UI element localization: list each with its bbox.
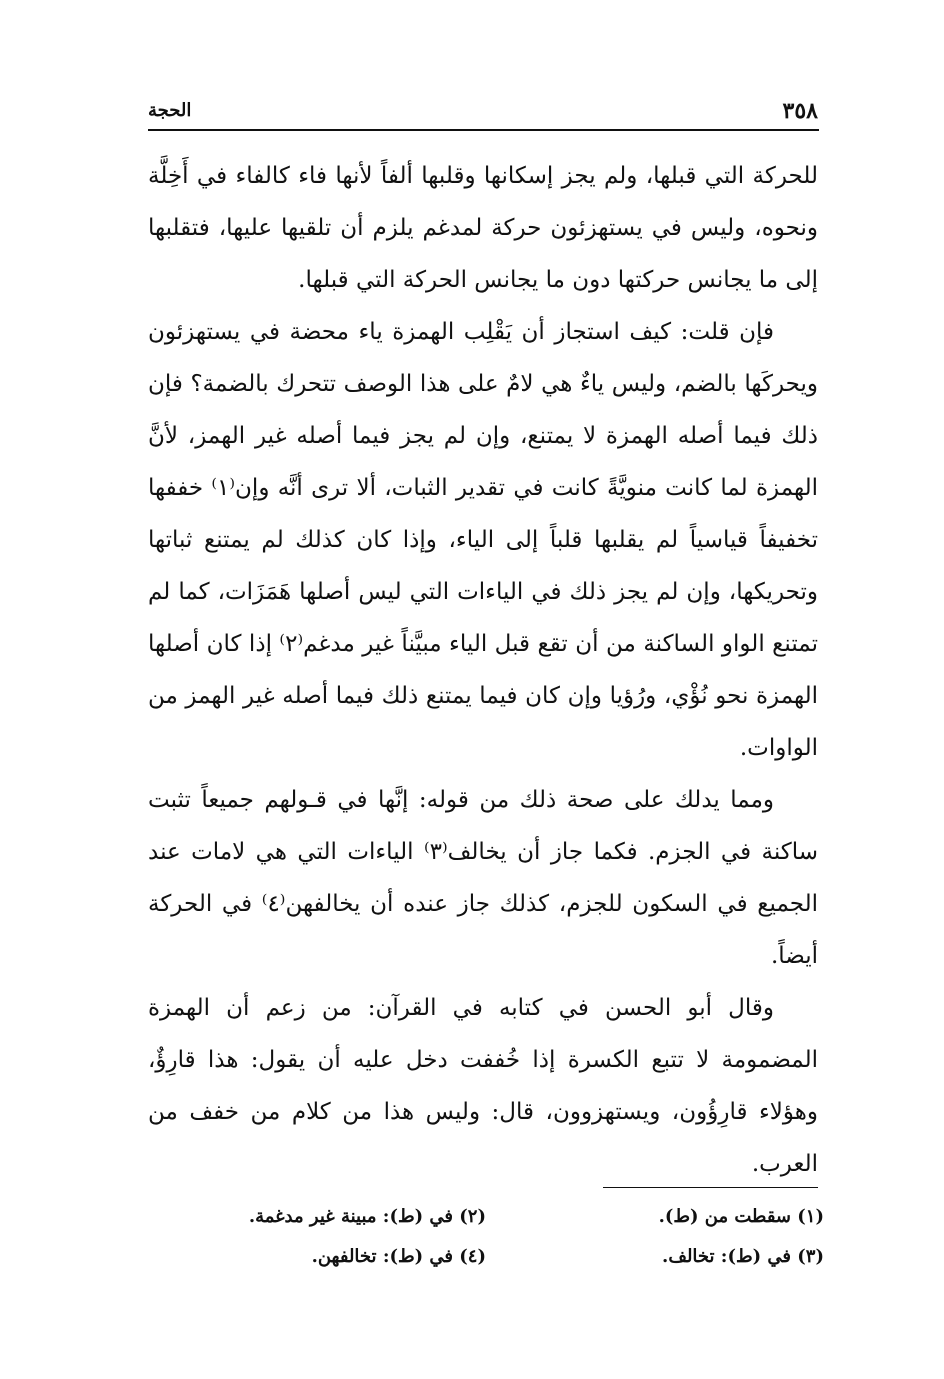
page-number: ٣٥٨ bbox=[782, 98, 818, 124]
paragraph: للحركة التي قبلها، ولم يجز إسكانها وقلبها ألفاً لأنها فاء كالفاء في أَخِلَّة ونحوه، وليس في يستهزئون حركة لمدغم يلزم أن تلقيها عليها، فتقلبها إلى ما يجانس حركتها دون ما يجانس الحركة التي قبلها. bbox=[148, 163, 818, 293]
footnote: (١) سقطت من (ط). bbox=[658, 1205, 824, 1227]
book-title: الحجة bbox=[148, 100, 192, 121]
main-text bbox=[148, 150, 818, 1190]
running-header bbox=[148, 96, 818, 126]
footnotes bbox=[148, 1196, 824, 1276]
paragraph: وقال أبو الحسن في كتابه في القرآن: من زعم أن الهمزة المضمومة لا تتبع الكسرة إذا خُففت دخل عليه أن يقول: هذا قارِؤٌ، وهؤلاء قارِؤُون، ويستهزوون، قال: وليس هذا من كلام من خفف من العرب. bbox=[148, 995, 818, 1177]
footnote-row bbox=[148, 1196, 824, 1236]
footnote: (٤) في (ط): تخالفهن. bbox=[311, 1245, 486, 1267]
footnote-row bbox=[148, 1236, 824, 1276]
footnote: (٣) في (ط): تخالف. bbox=[662, 1245, 824, 1267]
footnote-rule bbox=[603, 1187, 818, 1188]
header-rule bbox=[148, 129, 819, 131]
paragraph: فإن قلت: كيف استجاز أن يَقْلِب الهمزة ياء محضة في يستهزئون ويحركَها بالضم، وليس ياءٌ هي لامٌ على هذا الوصف تتحرك بالضمة؟ فإن ذلك فيما أصله الهمزة لا يمتنع، وإن لم يجز فيما أصله غير الهمز، لأنَّ الهمزة لما كانت منويَّةً كانت في تقدير الثبات، ألا ترى أنَّه وإن⁽١⁾ خففها تخفيفاً قياسياً لم يقلبها قلباً إلى الياء، وإذا كان كذلك لم يمتنع ثباتها وتحريكها، وإن لم يجز ذلك في الياءات التي ليس أصلها هَمَزَات، كما لم تمتنع الواو الساكنة من أن تقع قبل الياء مبيَّناً غير مدغم⁽٢⁾ إذا كان أصلها الهمزة نحو نُؤْي، ورُؤيا وإن كان فيما يمتنع ذلك فيما أصله غير الهمز من الواوات. bbox=[148, 319, 819, 761]
footnote: (٢) في (ط): مبينة غير مدغمة. bbox=[248, 1205, 486, 1227]
paragraph: ومما يدلك على صحة ذلك من قوله: إنَّها في قـولهم جميعاً تثبت ساكنة في الجزم. فكما جاز أن يخالف⁽٣⁾ الياءات التي هي لامات عند الجميع في السكون للجزم، كذلك جاز عنده أن يخالفهن⁽٤⁾ في الحركة أيضاً. bbox=[148, 787, 818, 969]
